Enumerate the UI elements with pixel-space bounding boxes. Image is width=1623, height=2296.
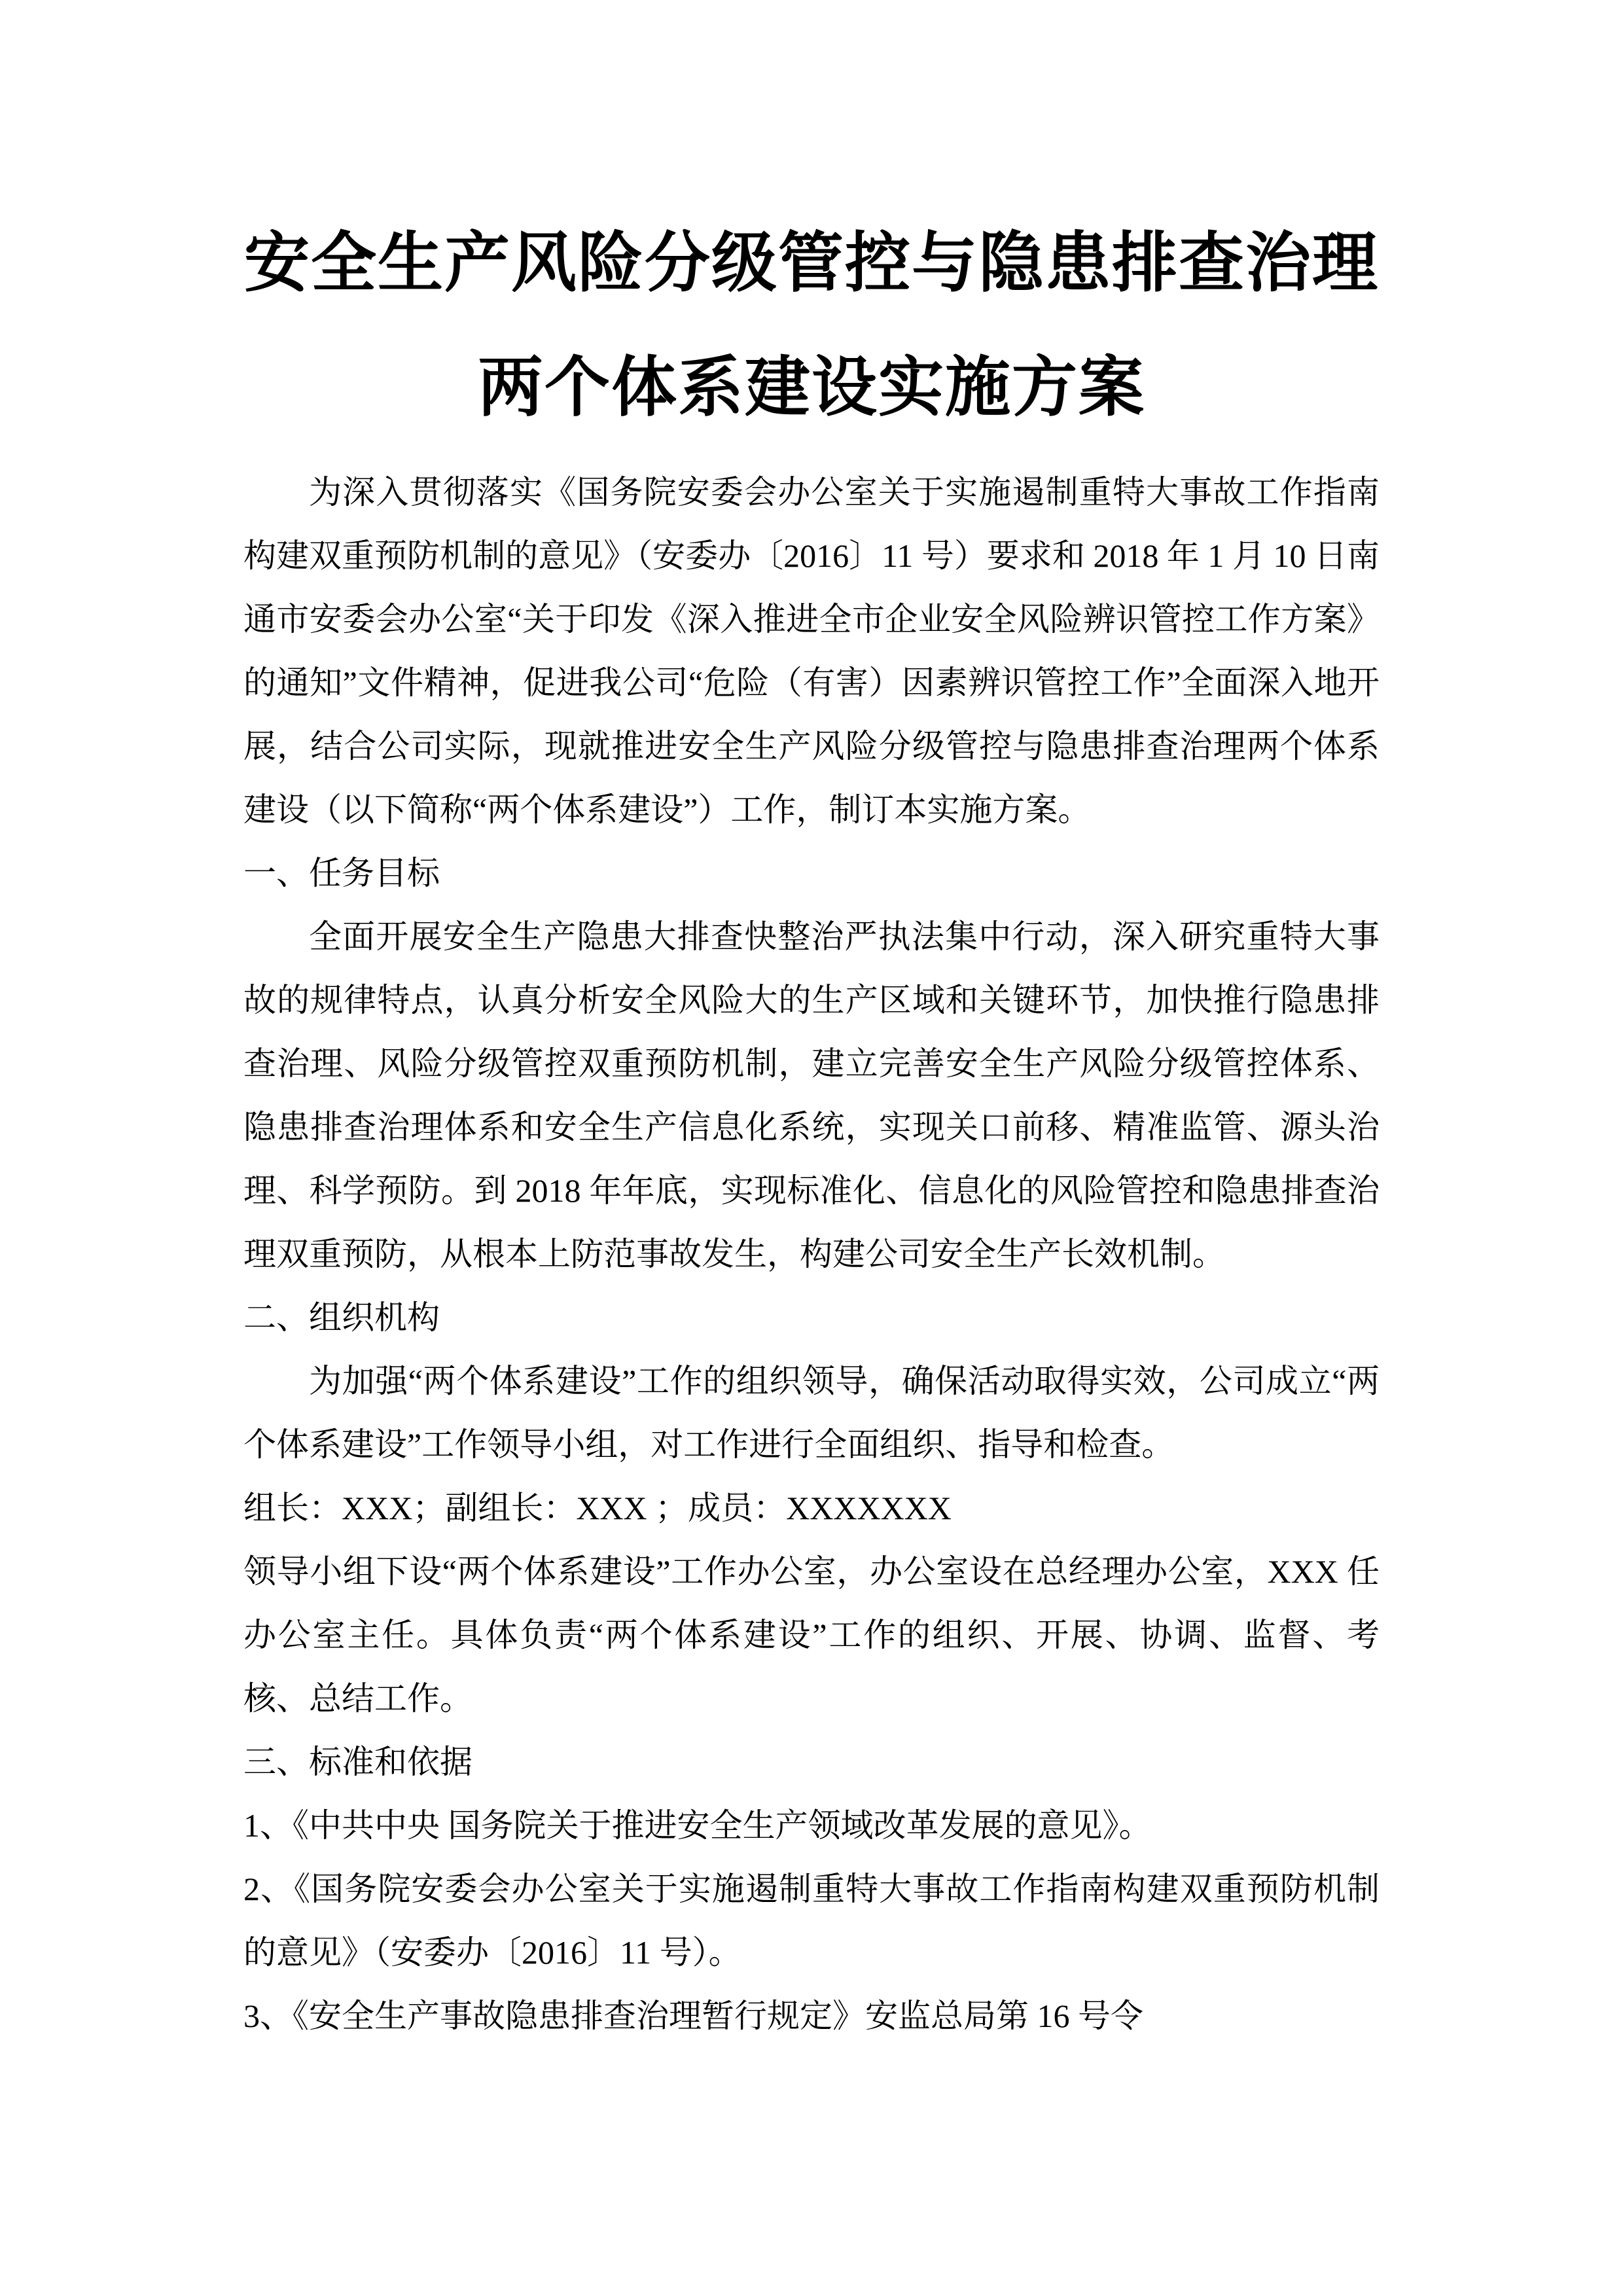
document-title-line-1: 安全生产风险分级管控与隐患排查治理	[244, 227, 1379, 300]
reference-item-3: 3、《安全生产事故隐患排查治理暂行规定》安监总局第 16 号令	[243, 1998, 1143, 2034]
section-heading-task-goals: 一、任务目标	[243, 855, 440, 891]
paragraph-leading-group: 为加强“两个体系建设”工作的组织领导，确保活动取得实效，公司成立“两个体系建设”工作领导小组，对工作进行全面组织、指导和检查。	[243, 1363, 1380, 1463]
document-title-line-2: 两个体系建设实施方案	[478, 351, 1145, 424]
paragraph-office-setup: 领导小组下设“两个体系建设”工作办公室，办公室设在总经理办公室，XXX 任办公室主任。具体负责“两个体系建设”工作的组织、开展、协调、监督、考核、总结工作。	[243, 1553, 1380, 1717]
reference-item-2: 2、《国务院安委会办公室关于实施遏制重特大事故工作指南构建双重预防机制的意见》（安委办〔2016〕11 号）。	[243, 1871, 1380, 1971]
section-heading-standards: 三、标准和依据	[243, 1744, 473, 1780]
section-heading-organization: 二、组织机构	[243, 1299, 440, 1336]
paragraph-group-members: 组长：XXX；副组长：XXX ；成员：XXXXXXX	[243, 1490, 952, 1526]
paragraph-intro: 为深入贯彻落实《国务院安委会办公室关于实施遏制重特大事故工作指南构建双重预防机制的意见》（安委办〔2016〕11 号）要求和 2018 年 1 月 10 日南通市安委会办公室“关于印发《深入推进全市企业安全风险辨识管控工作方案》的通知”文件精神，促进我公司“危险（有害）因素辨识管控工作”全面深入地开展，结合公司实际，现就推进安全生产风险分级管控与隐患排查治理两个体系建设（以下简称“两个体系建设”）工作，制订本实施方案。	[243, 474, 1380, 828]
paragraph-task-goals: 全面开展安全生产隐患大排查快整治严执法集中行动，深入研究重特大事故的规律特点，认真分析安全风险大的生产区域和关键环节，加快推行隐患排查治理、风险分级管控双重预防机制，建立完善安全生产风险分级管控体系、隐患排查治理体系和安全生产信息化系统，实现关口前移、精准监管、源头治理、科学预防。到 2018 年年底，实现标准化、信息化的风险管控和隐患排查治理双重预防，从根本上防范事故发生，构建公司安全生产长效机制。	[243, 918, 1380, 1272]
document-title	[243, 202, 1380, 450]
reference-item-1: 1、《中共中央 国务院关于推进安全生产领域改革发展的意见》。	[243, 1807, 1152, 1844]
